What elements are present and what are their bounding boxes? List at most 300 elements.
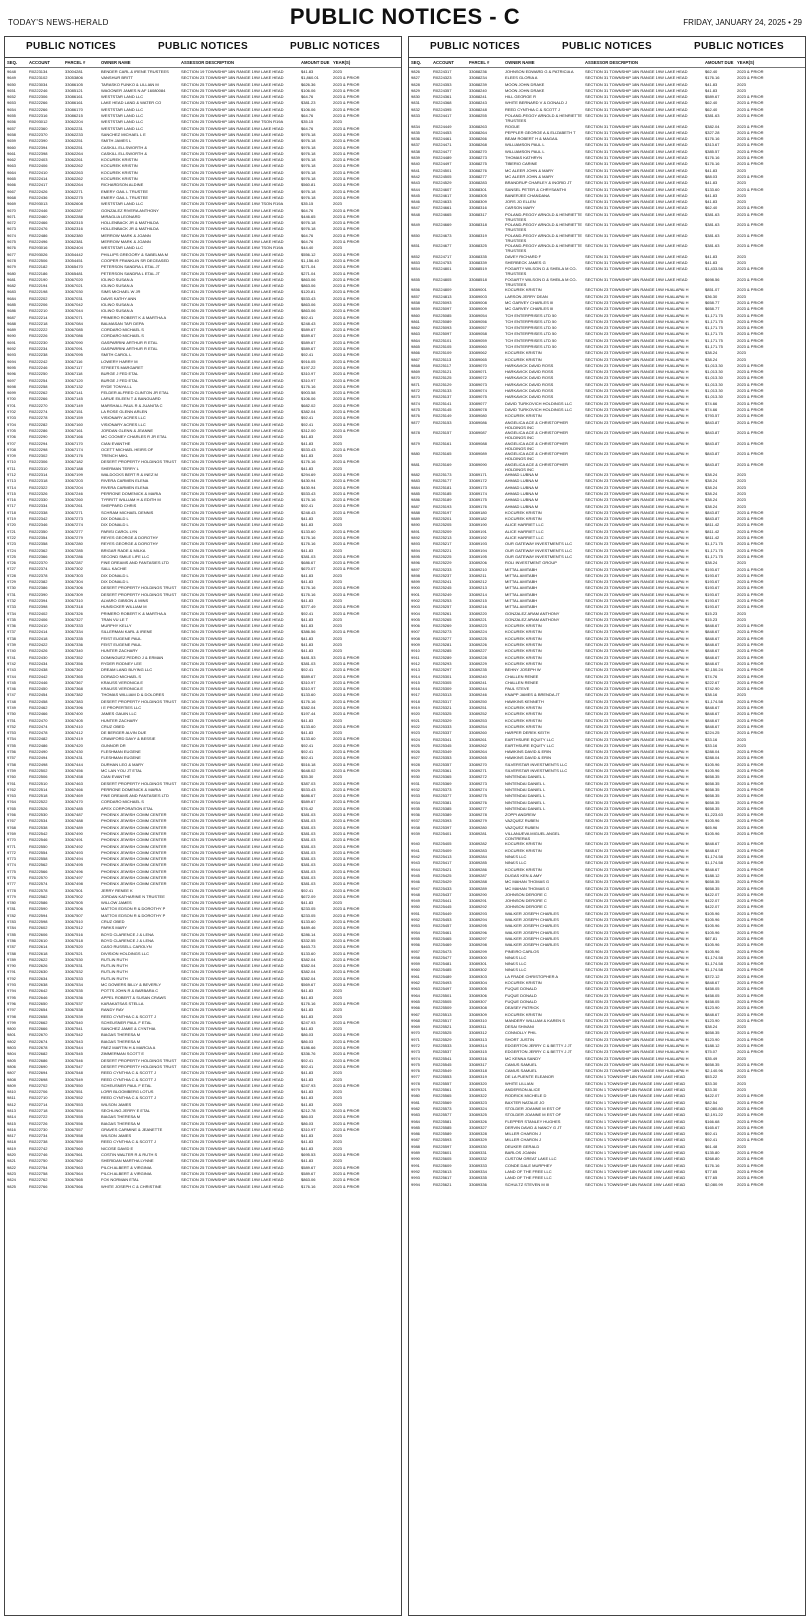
cell-parcel: 33089327 xyxy=(469,1124,487,1130)
cell-account: R0222614 xyxy=(29,944,48,950)
cell-parcel: 33089325 xyxy=(469,1112,487,1118)
cell-account: R0225541 xyxy=(433,1055,452,1061)
col-account: ACCOUNT xyxy=(433,60,454,65)
cell-years: 2023 & PRIOR xyxy=(737,287,764,293)
cell-parcel: 33089072 xyxy=(469,375,487,381)
cell-account: R0225273 xyxy=(433,629,452,635)
cell-account: R0222474 xyxy=(29,723,48,729)
table-row xyxy=(411,462,803,473)
cell-seq: 9874 xyxy=(411,400,420,406)
cell-owner: GASPARRINI ARTHUR R ETAL xyxy=(101,339,158,345)
cell-amount: $742.90 xyxy=(705,686,720,692)
cell-account: R0225357 xyxy=(433,761,452,767)
cell-assessor: SECTION 25 TOWNSHIP 18N RANGE 19W LAKE HEAD xyxy=(181,459,284,465)
cell-amount: $381.03 xyxy=(301,830,316,836)
cell-assessor: SECTION 25 TOWNSHIP 18N RANGE 19W LAKE HEAD xyxy=(181,881,284,887)
cell-account: R0222390 xyxy=(29,591,48,597)
cell-parcel: 33089299 xyxy=(469,948,487,954)
cell-account: R0224753 xyxy=(433,260,452,266)
cell-parcel: 33089224 xyxy=(469,629,487,635)
cell-seq: 9720 xyxy=(7,522,16,528)
cell-account: R0222658 xyxy=(29,1013,48,1019)
cell-amount: $44.40 xyxy=(301,245,314,251)
cell-amount: $176.16 xyxy=(705,136,720,142)
cell-account: R0225097 xyxy=(433,306,452,312)
cell-assessor: SECTION 25 TOWNSHIP 18N RANGE 19W LAKE HEAD xyxy=(181,176,284,182)
cell-account: R0222574 xyxy=(29,881,48,887)
cell-owner: HOLLENBACK JR & MATHILDA xyxy=(101,226,159,232)
cell-parcel: 33067495 xyxy=(65,862,83,868)
cell-account: R0222762 xyxy=(29,1177,48,1183)
cell-amount: $1,174.58 xyxy=(705,860,723,866)
cell-seq: 9980 xyxy=(411,1093,420,1099)
cell-assessor: SECTION 23 TOWNSHIP 18N RANGE 19W HUALAPAI H xyxy=(585,898,689,904)
cell-account: R0225493 xyxy=(433,980,452,986)
cell-owner: WESTSTAR LAND LLC xyxy=(101,245,144,251)
cell-assessor: SECTION 25 TOWNSHIP 18N RANGE 19W LAKE HEAD xyxy=(181,232,284,238)
cell-seq: 9822 xyxy=(7,1164,16,1170)
cell-owner: KOCUREK KRISTIN xyxy=(505,723,542,729)
cell-years: 2023 & PRIOR xyxy=(737,1150,764,1156)
cell-amount: $1,013.30 xyxy=(705,381,723,387)
cell-parcel: 33067368 xyxy=(65,686,83,692)
cell-account: R0223134 xyxy=(29,69,48,74)
cell-assessor: SECTION 25 TOWNSHIP 18N RANGE 19W LAKE HEAD xyxy=(181,937,284,943)
cell-amount: $224.25 xyxy=(705,730,720,736)
cell-account: R0224357 xyxy=(433,87,452,93)
cell-assessor: SECTION 23 TOWNSHIP 18N RANGE 19W HUALAPAI H xyxy=(585,553,689,559)
cell-owner: PILCH ALBERT & VIRGINIA xyxy=(101,1164,152,1170)
cell-account: R0225193 xyxy=(433,503,452,509)
cell-account: R0293013 xyxy=(29,201,48,207)
cell-amount: $382.04 xyxy=(301,969,316,975)
cell-assessor: SECTION 25 TOWNSHIP 18N RANGE 19W LAKE HEAD xyxy=(181,1126,284,1132)
cell-account: R0222266 xyxy=(29,106,48,112)
cell-parcel: 33089075 xyxy=(469,394,487,400)
cell-parcel: 33089303 xyxy=(469,973,487,979)
cell-assessor: SECTION 23 TOWNSHIP 18N RANGE 19W HUALAPAI H xyxy=(585,830,689,836)
cell-account: R0225373 xyxy=(433,786,452,792)
cell-assessor: SECTION 23 TOWNSHIP 18N RANGE 19W HUALAPAI H xyxy=(585,736,689,742)
cell-owner: ANDERSON ALICE xyxy=(505,1087,541,1093)
cell-seq: 9984 xyxy=(411,1118,420,1124)
cell-account: R0225241 xyxy=(433,579,452,585)
cell-account: R0222502 xyxy=(29,767,48,773)
cell-assessor: SECTION 23 TOWNSHIP 18N RANGE 19W HUALAPAI H xyxy=(585,942,689,948)
cell-account: R0222698 xyxy=(29,1076,48,1082)
cell-amount: $186.66 xyxy=(301,1045,316,1051)
cell-amount: $41.83 xyxy=(301,1158,314,1164)
cell-owner: DREAM LAND BUYING LLC xyxy=(101,667,153,673)
cell-account: R0225345 xyxy=(433,742,452,748)
cell-years: 2023 & PRIOR xyxy=(737,440,764,446)
cell-seq: 9696 xyxy=(7,371,16,377)
cell-assessor: SECTION 1 TOWNSHIP 18N RANGE 19W LAKE HEAD xyxy=(585,1137,686,1143)
cell-owner: CHALLEN RENEE xyxy=(505,673,539,679)
cell-owner: AHMAD LUBNA M xyxy=(505,490,539,496)
cell-amount: $381.03 xyxy=(301,856,316,862)
cell-seq: 9748 xyxy=(7,698,16,704)
cell-account: R0222662 xyxy=(29,1019,48,1025)
cell-parcel: 33067469 xyxy=(65,793,83,799)
cell-owner: PHOENIX JEWISH COMM CENTER xyxy=(101,856,167,862)
cell-assessor: SECTION 25 TOWNSHIP 18N RANGE 19W LAKE HEAD xyxy=(181,969,284,975)
cell-amount: $458.05 xyxy=(705,992,720,998)
cell-years: 2023 & PRIOR xyxy=(737,598,764,603)
cell-amount: $41.83 xyxy=(301,1101,314,1107)
cell-assessor: SECTION 23 TOWNSHIP 18N RANGE 19W HUALAPAI H xyxy=(585,799,689,805)
cell-owner: WESTSTAR LAND LLC xyxy=(101,201,144,207)
cell-amount: $381.03 xyxy=(301,862,316,868)
cell-seq: 9763 xyxy=(7,793,16,799)
cell-account: R0222246 xyxy=(29,364,48,370)
cell-seq: 9850 xyxy=(411,232,420,238)
cell-years: 2023 & PRIOR xyxy=(333,824,360,830)
cell-parcel: 33067274 xyxy=(65,522,83,528)
cell-assessor: SECTION 25 TOWNSHIP 18N RANGE 19W LAKE HEAD xyxy=(181,1089,284,1095)
cell-account: R0225441 xyxy=(433,898,452,904)
cell-seq: 9897 xyxy=(411,566,420,572)
cell-amount: $1,171.75 xyxy=(705,312,723,318)
cell-owner: BAXTER NATALIE JO xyxy=(505,1099,545,1105)
cell-owner: WESTSTAR LAND LLC xyxy=(101,113,144,119)
cell-assessor: SECTION 25 TOWNSHIP 18N RANGE 19W LAKE HEAD xyxy=(181,503,284,509)
cell-amount: $658.77 xyxy=(705,299,720,305)
cell-owner: DESERT PROPERTY HOLDINGS TRUST xyxy=(101,585,177,591)
cell-amount: $430.94 xyxy=(301,478,316,484)
cell-parcel: 33089171 xyxy=(469,472,487,478)
cell-assessor: SECTION 23 TOWNSHIP 18N RANGE 19W HUALAPAI H xyxy=(585,654,689,660)
cell-parcel: 33067286 xyxy=(65,553,83,559)
cell-account: R0225533 xyxy=(433,1042,452,1048)
cell-parcel: 33089254 xyxy=(469,723,487,729)
cell-assessor: SECTION 1 TOWNSHIP 18N RANGE 19W LAKE HEAD xyxy=(585,1080,686,1086)
cell-amount: $848.67 xyxy=(705,623,720,629)
cell-assessor: SECTION 25 TOWNSHIP 18N RANGE 19W LAKE HEAD xyxy=(181,1177,284,1183)
cell-assessor: SECTION 23 TOWNSHIP 18N RANGE 19W HUALAPAI H xyxy=(585,547,689,553)
cell-parcel: 33067149 xyxy=(65,402,83,408)
section-heading-row xyxy=(5,37,401,58)
cell-parcel: 33062315 xyxy=(65,220,83,226)
cell-owner: WILSON JAMES xyxy=(101,1101,132,1107)
cell-parcel: 33067566 xyxy=(65,1183,83,1189)
cell-assessor: SECTION 23 TOWNSHIP 18N RANGE 19W HUALAPAI H xyxy=(585,723,689,729)
cell-parcel: 33067507 xyxy=(65,912,83,918)
cell-years: 2023 & PRIOR xyxy=(737,660,764,666)
cell-seq: 9689 xyxy=(7,327,16,333)
cell-account: R0222642 xyxy=(29,988,48,994)
cell-account: R0222434 xyxy=(29,660,48,666)
cell-seq: 9657 xyxy=(7,125,16,131)
cell-owner: LAND OF THE FREE LLC xyxy=(505,1175,552,1181)
cell-seq: 9871 xyxy=(411,381,420,387)
cell-amount: $193.67 xyxy=(705,579,720,585)
cell-owner: THOMAS KATHRYN xyxy=(505,155,542,161)
cell-seq: 9875 xyxy=(411,406,420,412)
cell-assessor: SECTION 23 TOWNSHIP 18N RANGE 19W HUALAPAI H xyxy=(585,780,689,786)
cell-seq: 9931 xyxy=(411,780,420,786)
cell-seq: 9676 xyxy=(7,245,16,251)
cell-seq: 9985 xyxy=(411,1124,420,1130)
cell-assessor: SECTION 25 TOWNSHIP 18N RANGE 19W LAKE HEAD xyxy=(181,774,284,780)
cell-owner: APPEL ROBERT & SUSAN CRAWS xyxy=(101,994,166,1000)
cell-seq: 9700 xyxy=(7,396,16,402)
cell-owner: BIAGAS THERESA M xyxy=(101,1120,141,1126)
cell-years: 2023 & PRIOR xyxy=(737,667,764,673)
cell-owner: JOHNSON EDWARD G & PATRICIA A xyxy=(505,69,574,74)
cell-owner: HAWKINS KENNETH xyxy=(505,698,544,704)
cell-owner: DEUKER GERALD xyxy=(505,1143,540,1149)
cell-seq: 9794 xyxy=(7,988,16,994)
cell-parcel: 33067463 xyxy=(65,780,83,786)
cell-years: 2023 & PRIOR xyxy=(737,69,764,74)
cell-owner: KOCUREK KRISTIN xyxy=(505,847,542,853)
cell-account: R0225269 xyxy=(433,623,452,629)
cell-owner: THOMAS WILLIAM D & DOLORES xyxy=(101,692,165,698)
cell-years: 2023 & PRIOR xyxy=(333,761,360,767)
cell-owner: NINTENDAI DANIEL L xyxy=(505,799,546,805)
cell-years: 2023 & PRIOR xyxy=(737,381,764,387)
cell-amount: $976.18 xyxy=(301,157,316,163)
cell-assessor: SECTION 25 TOWNSHIP 18N RANGE 19W LAKE HEAD xyxy=(181,194,284,200)
cell-amount: $288.04 xyxy=(705,755,720,761)
cell-years: 2023 & PRIOR xyxy=(333,660,360,666)
cell-seq: 9958 xyxy=(411,954,420,960)
cell-assessor: SECTION 23 TOWNSHIP 18N RANGE 19W HUALAPAI H xyxy=(585,560,689,566)
cell-assessor: SECTION 25 TOWNSHIP 18N RANGE 19W LAKE HEAD xyxy=(181,547,284,553)
cell-amount: $1,171.75 xyxy=(705,344,723,349)
cell-seq: 9690 xyxy=(7,333,16,339)
cell-parcel: 33089316 xyxy=(469,1055,487,1061)
cell-seq: 9800 xyxy=(7,1026,16,1032)
cell-years: 2023 & PRIOR xyxy=(333,566,360,572)
cell-owner: TIBERIO CARINE xyxy=(505,161,538,167)
cell-years: 2023 & PRIOR xyxy=(737,331,764,337)
cell-seq: 9832 xyxy=(411,106,420,112)
cell-amount: $176.16 xyxy=(301,585,316,591)
cell-parcel: 33067553 xyxy=(65,1101,83,1107)
cell-owner: HUNSICKER WILLIAM M xyxy=(101,604,147,610)
table-row xyxy=(411,113,803,124)
cell-assessor: SECTION 25 TOWNSHIP 18N RANGE 19W LAKE HEAD xyxy=(181,226,284,232)
cell-account: R0225221 xyxy=(433,547,452,553)
cell-account: R0225281 xyxy=(433,642,452,648)
cell-account: R0222538 xyxy=(29,824,48,830)
cell-assessor: SECTION 23 TOWNSHIP 18N RANGE 19W HUALAPAI H xyxy=(585,786,689,792)
cell-years: 2023 & PRIOR xyxy=(737,553,764,559)
cell-owner: FEIST EUGENE PAUL xyxy=(101,635,142,641)
cell-parcel: 33089270 xyxy=(469,761,487,767)
cell-assessor: SECTION 23 TOWNSHIP 18N RANGE 19W HUALAPAI H xyxy=(585,413,689,419)
cell-parcel: 33089060 xyxy=(469,344,487,349)
cell-owner: ALICE HARRIET LLC xyxy=(505,522,544,528)
cell-account: R0222342 xyxy=(29,516,48,522)
cell-owner: TRENCH MIKL xyxy=(101,453,129,459)
cell-seq: 9813 xyxy=(7,1107,16,1113)
cell-owner: BOYD CLARENCE J & LENA xyxy=(101,937,154,943)
cell-years: 2023 & PRIOR xyxy=(333,534,360,540)
cell-owner: BENDER CARL & IRENE TRUSTEES xyxy=(101,69,169,74)
cell-amount: $332.55 xyxy=(301,937,316,943)
cell-amount: $2,150.24 xyxy=(705,667,723,673)
publication-date: FRIDAY, JANUARY 24, 2025 • 29 xyxy=(683,18,802,27)
cell-amount: $695.53 xyxy=(301,1152,316,1158)
cell-account: R0222286 xyxy=(29,427,48,433)
cell-years: 2023 & PRIOR xyxy=(333,560,360,566)
cell-seq: 9847 xyxy=(411,205,420,211)
cell-years: 2023 & PRIOR xyxy=(333,251,360,257)
cell-years: 2023 & PRIOR xyxy=(737,891,764,897)
cell-assessor: SECTION 25 TOWNSHIP 18N RANGE 19W LAKE HEAD xyxy=(181,1076,284,1082)
cell-owner: KOCUREK KRISTIN xyxy=(505,413,542,419)
cell-amount: $41.83 xyxy=(301,579,314,585)
cell-owner: IOLINO SUSAN A xyxy=(101,276,134,282)
cell-seq: 9792 xyxy=(7,975,16,981)
cell-amount: $848.67 xyxy=(705,642,720,648)
cell-seq: 9934 xyxy=(411,799,420,805)
cell-assessor: SECTION 23 TOWNSHIP 18N RANGE 19W HUALAPAI H xyxy=(585,904,689,910)
cell-account: R0225173 xyxy=(433,472,452,478)
cell-assessor: SECTION 25 TOWNSHIP 18N RANGE 19W LAKE HEAD xyxy=(181,679,284,685)
cell-parcel: 33088317 xyxy=(469,211,487,217)
cell-parcel: 33089212 xyxy=(469,579,487,585)
cell-years: 2023 & PRIOR xyxy=(737,451,764,457)
cell-parcel: 33089065 xyxy=(469,356,487,362)
cell-years: 2023 & PRIOR xyxy=(333,276,360,282)
cell-years: 2023 & PRIOR xyxy=(333,610,360,616)
cell-seq: 9655 xyxy=(7,113,16,119)
cell-parcel: 33088236 xyxy=(469,69,487,74)
cell-amount: $422.07 xyxy=(705,891,720,897)
cell-years: 2023 & PRIOR xyxy=(737,1036,764,1042)
cell-assessor: SECTION 23 TOWNSHIP 18N RANGE 19W HUALAPAI H xyxy=(585,935,689,941)
cell-assessor: SECTION 23 TOWNSHIP 18N RANGE 19W HUALAPAI H xyxy=(585,730,689,736)
cell-seq: 9685 xyxy=(7,301,16,307)
cell-years: 2023 xyxy=(333,572,342,578)
cell-seq: 9831 xyxy=(411,100,420,106)
cell-account: R0225553 xyxy=(433,1074,452,1080)
cell-assessor: SECTION 31 TOWNSHIP 18N RANGE 19W LAKE HEAD xyxy=(585,69,688,74)
cell-owner: GRAVES CARMINE & JEANETTE xyxy=(101,1126,163,1132)
cell-parcel: 33088264 xyxy=(469,129,487,135)
cell-parcel: 33067561 xyxy=(65,1152,83,1158)
cell-assessor: SECTION 23 TOWNSHIP 18N RANGE 19W HUALAPAI H xyxy=(585,793,689,799)
cell-owner: SANSEL PETER & CHRYSANTHI xyxy=(505,186,566,192)
cell-parcel: 33089329 xyxy=(469,1137,487,1143)
cell-owner: GASPARRINI ARTHUR R ETAL xyxy=(101,346,158,352)
cell-assessor: SECTION 23 TOWNSHIP 18N RANGE 19W HUALAPAI H xyxy=(585,635,689,641)
cell-assessor: SECTION 23 TOWNSHIP 18N RANGE 19W HUALAPAI H xyxy=(585,705,689,711)
cell-parcel: 33067549 xyxy=(65,1076,83,1082)
cell-seq: 9650 xyxy=(7,81,16,87)
cell-parcel: 33089314 xyxy=(469,1042,487,1048)
cell-seq: 9709 xyxy=(7,453,16,459)
cell-owner: EMERY GAIL L TRUSTEE xyxy=(101,188,149,194)
cell-owner: ROLI INVESTMENT GROUP xyxy=(505,560,557,566)
cell-assessor: SECTION 23 TOWNSHIP 18N RANGE 19W HUALAPAI H xyxy=(585,293,689,299)
cell-amount: $294.69 xyxy=(301,472,316,477)
cell-parcel: 33088263 xyxy=(469,123,487,129)
cell-assessor: SECTION 25 TOWNSHIP 18N RANGE 19W LAKE HEAD xyxy=(181,686,284,692)
cell-seq: 9762 xyxy=(7,786,16,792)
cell-seq: 9675 xyxy=(7,239,16,245)
cell-account: R0225113 xyxy=(433,356,452,362)
cell-parcel: 33067336 xyxy=(65,642,83,648)
right-rows xyxy=(409,68,805,1615)
cell-seq: 9830 xyxy=(411,94,420,100)
cell-years: 2023 & PRIOR xyxy=(333,818,360,824)
cell-assessor: SECTION 31 TOWNSHIP 18N RANGE 19W LAKE HEAD xyxy=(585,243,688,249)
cell-seq: 9820 xyxy=(7,1152,16,1158)
cell-assessor: SECTION 23 TOWNSHIP 18N RANGE 19W HUALAPAI H xyxy=(585,1005,689,1011)
cell-amount: $35.30 xyxy=(301,774,314,780)
cell-amount: $589.67 xyxy=(301,346,316,352)
cell-assessor: SECTION 23 TOWNSHIP 18N RANGE 19W HUALAPAI H xyxy=(585,761,689,767)
cell-seq: 9987 xyxy=(411,1137,420,1143)
table-row xyxy=(411,233,803,244)
cell-parcel: 33067132 xyxy=(65,383,83,389)
cell-seq: 9869 xyxy=(411,369,420,375)
cell-account: R0224489 xyxy=(433,155,452,161)
cell-seq: 9854 xyxy=(411,266,420,272)
cell-parcel: 33062264 xyxy=(65,182,83,188)
cell-account: R0225169 xyxy=(433,461,452,467)
cell-seq: 9919 xyxy=(411,705,420,711)
cell-amount: $1,860.01 xyxy=(301,75,319,81)
cell-amount: $41.83 xyxy=(301,1007,314,1013)
cell-parcel: 33089214 xyxy=(469,591,487,597)
cell-account: R0224617 xyxy=(433,192,452,198)
cell-years: 2023 & PRIOR xyxy=(737,705,764,711)
cell-years: 2023 & PRIOR xyxy=(333,749,360,755)
cell-years: 2023 xyxy=(333,623,342,629)
cell-parcel: 33089265 xyxy=(469,755,487,761)
cell-years: 2023 & PRIOR xyxy=(737,123,764,129)
cell-parcel: 33088266 xyxy=(469,136,487,142)
cell-assessor: SECTION 25 TOWNSHIP 18N RANGE 19W LAKE HEAD xyxy=(181,585,284,591)
cell-owner: FOGARTY WILSON D & SHEILA M CO-TRUSTEES xyxy=(505,266,577,277)
cell-owner: RYDER RODNEY LEE xyxy=(101,660,142,666)
cell-owner: WILSON JAMES xyxy=(101,1133,132,1139)
cell-years: 2023 & PRIOR xyxy=(737,362,764,368)
cell-years: 2023 & PRIOR xyxy=(333,169,360,175)
cell-years: 2023 xyxy=(333,1133,342,1139)
cell-assessor: SECTION 25 TOWNSHIP 18N RANGE 19W LAKE HEAD xyxy=(181,207,284,213)
cell-parcel: 33088335 xyxy=(469,253,487,259)
cell-assessor: SECTION 25 TOWNSHIP 18N RANGE 19W LAKE HEAD xyxy=(181,239,284,245)
cell-assessor: SECTION 23 TOWNSHIP 18N RANGE 19W HUALAPAI H xyxy=(585,711,689,717)
cell-account: R0225481 xyxy=(433,961,452,967)
cell-account: R0222702 xyxy=(29,1082,48,1088)
cell-account: R0225361 xyxy=(433,768,452,774)
cell-owner: TCH ENTERPRISES LTD 50 xyxy=(505,331,557,337)
cell-owner: ALICE HARRIET LLC xyxy=(505,528,544,534)
cell-parcel: 33089291 xyxy=(469,898,487,904)
cell-years: 2023 & PRIOR xyxy=(737,591,764,597)
cell-amount: $92.41 xyxy=(301,887,314,893)
cell-owner: PRIMERO ROBERT K & MARTHA A xyxy=(101,610,167,616)
cell-amount: $658.35 xyxy=(705,786,720,792)
cell-seq: 9906 xyxy=(411,623,420,629)
cell-parcel: 33067095 xyxy=(65,352,83,358)
cell-amount: $863.06 xyxy=(301,301,316,307)
cell-amount: $1,171.75 xyxy=(705,547,723,553)
cell-parcel: 33053806 xyxy=(65,75,83,81)
cell-assessor: SECTION 25 TOWNSHIP 18N RANGE 19W LAKE HEAD xyxy=(181,994,284,1000)
cell-assessor: SECTION 25 TOWNSHIP 18N RANGE 19W LAKE HEAD xyxy=(181,1114,284,1120)
cell-seq: 9805 xyxy=(7,1057,16,1063)
cell-owner: WAGONER JAMES N AF 16080084 xyxy=(101,87,166,93)
